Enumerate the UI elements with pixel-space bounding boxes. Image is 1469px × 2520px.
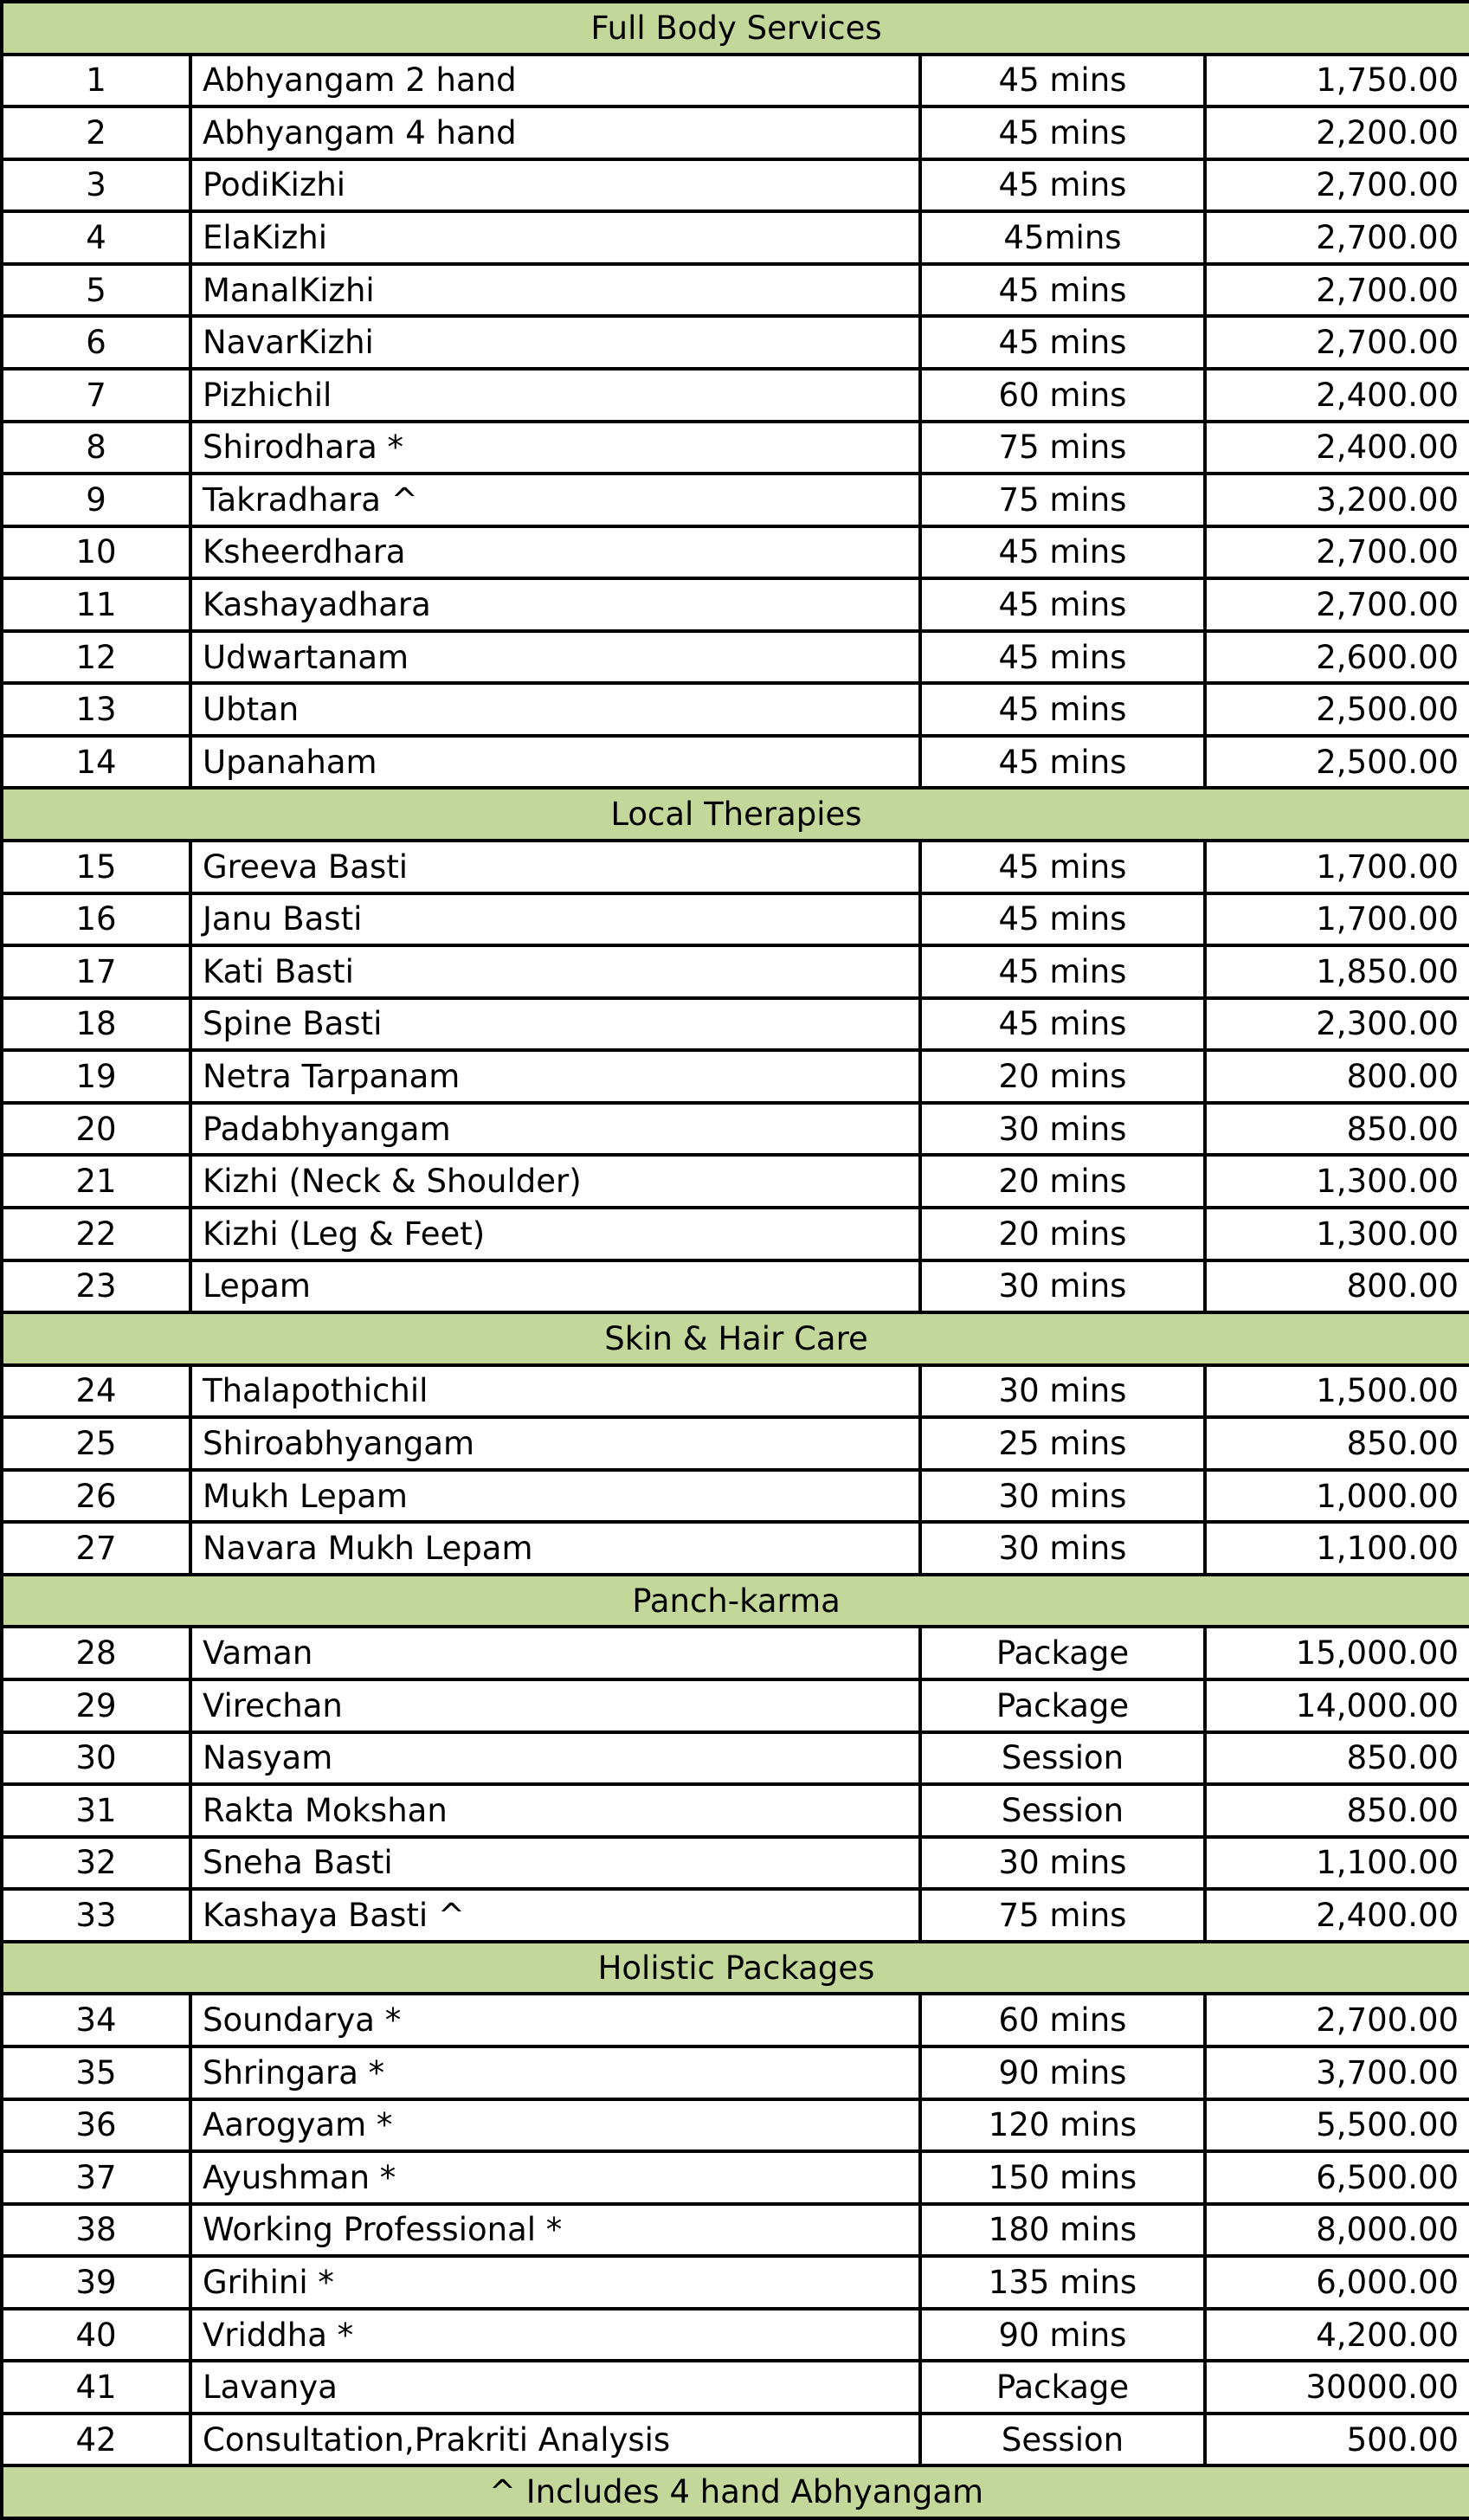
- table-row: [2, 1784, 1469, 1837]
- item-number-cell: 13: [2, 683, 190, 736]
- service-name-cell: Aarogyam *: [190, 2099, 920, 2152]
- price-cell: 2,700.00: [1205, 316, 1469, 369]
- table-row: [2, 945, 1469, 998]
- service-name-cell: Shringara *: [190, 2046, 920, 2099]
- duration-cell: 180 mins: [920, 2204, 1205, 2257]
- price-cell: 15,000.00: [1205, 1627, 1469, 1679]
- price-cell: 850.00: [1205, 1784, 1469, 1837]
- duration-cell: 45 mins: [920, 264, 1205, 317]
- price-cell: 3,700.00: [1205, 2046, 1469, 2099]
- duration-cell: 60 mins: [920, 1994, 1205, 2046]
- item-number-cell: 17: [2, 945, 190, 998]
- price-cell: 500.00: [1205, 2414, 1469, 2466]
- duration-cell: 90 mins: [920, 2309, 1205, 2362]
- table-row: [2, 159, 1469, 212]
- table-row: [2, 578, 1469, 631]
- service-name-cell: Vaman: [190, 1627, 920, 1679]
- item-number-cell: 38: [2, 2204, 190, 2257]
- table-row: [2, 1889, 1469, 1942]
- price-cell: 8,000.00: [1205, 2204, 1469, 2257]
- table-row: [2, 526, 1469, 579]
- section-title: Holistic Packages: [2, 1942, 1469, 1995]
- price-cell: 3,200.00: [1205, 474, 1469, 526]
- item-number-cell: 14: [2, 736, 190, 789]
- table-row: [2, 1103, 1469, 1156]
- duration-cell: 20 mins: [920, 1050, 1205, 1103]
- duration-cell: 45 mins: [920, 998, 1205, 1051]
- duration-cell: 45 mins: [920, 893, 1205, 946]
- service-name-cell: Kizhi (Leg & Feet): [190, 1208, 920, 1260]
- table-row: [2, 2151, 1469, 2204]
- item-number-cell: 25: [2, 1417, 190, 1470]
- duration-cell: 75 mins: [920, 474, 1205, 526]
- item-number-cell: 31: [2, 1784, 190, 1837]
- table-row: [2, 1260, 1469, 1313]
- item-number-cell: 41: [2, 2361, 190, 2414]
- table-row: [2, 893, 1469, 946]
- price-cell: 6,000.00: [1205, 2256, 1469, 2309]
- section-header-row: [2, 788, 1469, 841]
- price-cell: 1,850.00: [1205, 945, 1469, 998]
- table-row: [2, 1994, 1469, 2046]
- price-cell: 2,500.00: [1205, 736, 1469, 789]
- table-row: [2, 1470, 1469, 1523]
- item-number-cell: 24: [2, 1365, 190, 1418]
- section-title: Full Body Services: [2, 2, 1469, 55]
- service-name-cell: Shiroabhyangam: [190, 1417, 920, 1470]
- item-number-cell: 26: [2, 1470, 190, 1523]
- item-number-cell: 28: [2, 1627, 190, 1679]
- table-row: [2, 2046, 1469, 2099]
- duration-cell: 135 mins: [920, 2256, 1205, 2309]
- item-number-cell: 8: [2, 422, 190, 474]
- duration-cell: Session: [920, 1784, 1205, 1837]
- service-name-cell: Mukh Lepam: [190, 1470, 920, 1523]
- section-title: Skin & Hair Care: [2, 1312, 1469, 1365]
- duration-cell: 75 mins: [920, 422, 1205, 474]
- price-cell: 30000.00: [1205, 2361, 1469, 2414]
- service-name-cell: Kati Basti: [190, 945, 920, 998]
- service-name-cell: Pizhichil: [190, 369, 920, 422]
- item-number-cell: 15: [2, 841, 190, 893]
- price-cell: 2,600.00: [1205, 631, 1469, 684]
- item-number-cell: 7: [2, 369, 190, 422]
- price-cell: 800.00: [1205, 1260, 1469, 1313]
- item-number-cell: 2: [2, 106, 190, 159]
- service-name-cell: Lavanya: [190, 2361, 920, 2414]
- duration-cell: 20 mins: [920, 1155, 1205, 1208]
- duration-cell: 25 mins: [920, 1417, 1205, 1470]
- duration-cell: 30 mins: [920, 1365, 1205, 1418]
- table-row: [2, 211, 1469, 264]
- price-cell: 4,200.00: [1205, 2309, 1469, 2362]
- item-number-cell: 9: [2, 474, 190, 526]
- item-number-cell: 39: [2, 2256, 190, 2309]
- price-cell: 1,750.00: [1205, 55, 1469, 107]
- duration-cell: Session: [920, 2414, 1205, 2466]
- table-row: [2, 2204, 1469, 2257]
- section-header-row: [2, 2, 1469, 55]
- service-name-cell: Spine Basti: [190, 998, 920, 1051]
- item-number-cell: 19: [2, 1050, 190, 1103]
- footnote-row: [2, 2465, 1469, 2518]
- item-number-cell: 4: [2, 211, 190, 264]
- table-row: [2, 369, 1469, 422]
- duration-cell: 30 mins: [920, 1522, 1205, 1575]
- table-row: [2, 1208, 1469, 1260]
- price-cell: 14,000.00: [1205, 1679, 1469, 1732]
- item-number-cell: 32: [2, 1837, 190, 1890]
- service-name-cell: Abhyangam 4 hand: [190, 106, 920, 159]
- duration-cell: 75 mins: [920, 1889, 1205, 1942]
- price-cell: 2,400.00: [1205, 369, 1469, 422]
- duration-cell: Package: [920, 1627, 1205, 1679]
- item-number-cell: 35: [2, 2046, 190, 2099]
- section-header-row: [2, 1312, 1469, 1365]
- item-number-cell: 29: [2, 1679, 190, 1732]
- duration-cell: 60 mins: [920, 369, 1205, 422]
- service-name-cell: ElaKizhi: [190, 211, 920, 264]
- price-cell: 2,400.00: [1205, 422, 1469, 474]
- table-row: [2, 55, 1469, 107]
- price-cell: 2,700.00: [1205, 159, 1469, 212]
- duration-cell: 30 mins: [920, 1260, 1205, 1313]
- price-cell: 2,700.00: [1205, 264, 1469, 317]
- duration-cell: Session: [920, 1732, 1205, 1785]
- table-row: [2, 1679, 1469, 1732]
- section-header-row: [2, 1942, 1469, 1995]
- item-number-cell: 18: [2, 998, 190, 1051]
- service-name-cell: Thalapothichil: [190, 1365, 920, 1418]
- duration-cell: 45 mins: [920, 55, 1205, 107]
- item-number-cell: 3: [2, 159, 190, 212]
- price-list-body: [2, 2, 1469, 2518]
- service-name-cell: Soundarya *: [190, 1994, 920, 2046]
- service-name-cell: Greeva Basti: [190, 841, 920, 893]
- duration-cell: 45 mins: [920, 578, 1205, 631]
- price-cell: 1,300.00: [1205, 1155, 1469, 1208]
- duration-cell: 45 mins: [920, 526, 1205, 579]
- duration-cell: 45 mins: [920, 159, 1205, 212]
- table-row: [2, 631, 1469, 684]
- duration-cell: 30 mins: [920, 1470, 1205, 1523]
- section-header-row: [2, 1575, 1469, 1627]
- item-number-cell: 20: [2, 1103, 190, 1156]
- duration-cell: 45mins: [920, 211, 1205, 264]
- duration-cell: 20 mins: [920, 1208, 1205, 1260]
- table-row: [2, 683, 1469, 736]
- table-row: [2, 2361, 1469, 2414]
- item-number-cell: 37: [2, 2151, 190, 2204]
- service-name-cell: Kizhi (Neck & Shoulder): [190, 1155, 920, 1208]
- price-cell: 850.00: [1205, 1417, 1469, 1470]
- price-cell: 850.00: [1205, 1103, 1469, 1156]
- table-row: [2, 264, 1469, 317]
- item-number-cell: 5: [2, 264, 190, 317]
- price-cell: 800.00: [1205, 1050, 1469, 1103]
- item-number-cell: 40: [2, 2309, 190, 2362]
- table-row: [2, 736, 1469, 789]
- table-row: [2, 998, 1469, 1051]
- service-name-cell: NavarKizhi: [190, 316, 920, 369]
- duration-cell: 45 mins: [920, 316, 1205, 369]
- service-name-cell: Working Professional *: [190, 2204, 920, 2257]
- service-name-cell: Udwartanam: [190, 631, 920, 684]
- item-number-cell: 30: [2, 1732, 190, 1785]
- price-cell: 2,300.00: [1205, 998, 1469, 1051]
- table-row: [2, 2099, 1469, 2152]
- table-row: [2, 474, 1469, 526]
- service-name-cell: Vriddha *: [190, 2309, 920, 2362]
- footnote: ^ Includes 4 hand Abhyangam: [2, 2465, 1469, 2518]
- duration-cell: 30 mins: [920, 1103, 1205, 1156]
- service-name-cell: ManalKizhi: [190, 264, 920, 317]
- duration-cell: 45 mins: [920, 945, 1205, 998]
- service-name-cell: PodiKizhi: [190, 159, 920, 212]
- table-row: [2, 422, 1469, 474]
- service-name-cell: Takradhara ^: [190, 474, 920, 526]
- price-cell: 2,700.00: [1205, 526, 1469, 579]
- duration-cell: Package: [920, 2361, 1205, 2414]
- item-number-cell: 33: [2, 1889, 190, 1942]
- price-cell: 2,700.00: [1205, 1994, 1469, 2046]
- item-number-cell: 6: [2, 316, 190, 369]
- price-cell: 1,700.00: [1205, 841, 1469, 893]
- duration-cell: 90 mins: [920, 2046, 1205, 2099]
- price-cell: 1,100.00: [1205, 1522, 1469, 1575]
- table-row: [2, 1365, 1469, 1418]
- table-row: [2, 1627, 1469, 1679]
- duration-cell: 45 mins: [920, 106, 1205, 159]
- table-row: [2, 1732, 1469, 1785]
- service-name-cell: Kashayadhara: [190, 578, 920, 631]
- item-number-cell: 12: [2, 631, 190, 684]
- duration-cell: 45 mins: [920, 841, 1205, 893]
- service-name-cell: Ayushman *: [190, 2151, 920, 2204]
- table-row: [2, 1417, 1469, 1470]
- table-row: [2, 1155, 1469, 1208]
- item-number-cell: 22: [2, 1208, 190, 1260]
- service-name-cell: Grihini *: [190, 2256, 920, 2309]
- duration-cell: 120 mins: [920, 2099, 1205, 2152]
- service-name-cell: Upanaham: [190, 736, 920, 789]
- table-row: [2, 1837, 1469, 1890]
- price-cell: 2,200.00: [1205, 106, 1469, 159]
- section-title: Local Therapies: [2, 788, 1469, 841]
- item-number-cell: 42: [2, 2414, 190, 2466]
- service-name-cell: Padabhyangam: [190, 1103, 920, 1156]
- table-row: [2, 1050, 1469, 1103]
- table-row: [2, 1522, 1469, 1575]
- service-name-cell: Abhyangam 2 hand: [190, 55, 920, 107]
- service-name-cell: Janu Basti: [190, 893, 920, 946]
- price-cell: 1,700.00: [1205, 893, 1469, 946]
- service-name-cell: Lepam: [190, 1260, 920, 1313]
- price-cell: 2,500.00: [1205, 683, 1469, 736]
- item-number-cell: 36: [2, 2099, 190, 2152]
- price-cell: 1,300.00: [1205, 1208, 1469, 1260]
- table-row: [2, 841, 1469, 893]
- item-number-cell: 16: [2, 893, 190, 946]
- item-number-cell: 11: [2, 578, 190, 631]
- service-name-cell: Netra Tarpanam: [190, 1050, 920, 1103]
- duration-cell: 45 mins: [920, 631, 1205, 684]
- service-name-cell: Navara Mukh Lepam: [190, 1522, 920, 1575]
- service-name-cell: Ksheerdhara: [190, 526, 920, 579]
- price-cell: 2,700.00: [1205, 578, 1469, 631]
- item-number-cell: 23: [2, 1260, 190, 1313]
- service-name-cell: Ubtan: [190, 683, 920, 736]
- price-cell: 2,400.00: [1205, 1889, 1469, 1942]
- item-number-cell: 27: [2, 1522, 190, 1575]
- price-cell: 2,700.00: [1205, 211, 1469, 264]
- service-name-cell: Kashaya Basti ^: [190, 1889, 920, 1942]
- duration-cell: 45 mins: [920, 736, 1205, 789]
- table-row: [2, 316, 1469, 369]
- price-cell: 1,100.00: [1205, 1837, 1469, 1890]
- table-row: [2, 106, 1469, 159]
- price-cell: 5,500.00: [1205, 2099, 1469, 2152]
- service-name-cell: Rakta Mokshan: [190, 1784, 920, 1837]
- item-number-cell: 1: [2, 55, 190, 107]
- service-name-cell: Shirodhara *: [190, 422, 920, 474]
- service-name-cell: Virechan: [190, 1679, 920, 1732]
- service-name-cell: Sneha Basti: [190, 1837, 920, 1890]
- duration-cell: 150 mins: [920, 2151, 1205, 2204]
- price-cell: 6,500.00: [1205, 2151, 1469, 2204]
- item-number-cell: 10: [2, 526, 190, 579]
- price-cell: 1,500.00: [1205, 1365, 1469, 1418]
- price-cell: 850.00: [1205, 1732, 1469, 1785]
- duration-cell: 45 mins: [920, 683, 1205, 736]
- table-row: [2, 2256, 1469, 2309]
- section-title: Panch-karma: [2, 1575, 1469, 1627]
- table-row: [2, 2414, 1469, 2466]
- service-name-cell: Consultation,Prakriti Analysis: [190, 2414, 920, 2466]
- duration-cell: 30 mins: [920, 1837, 1205, 1890]
- service-name-cell: Nasyam: [190, 1732, 920, 1785]
- duration-cell: Package: [920, 1679, 1205, 1732]
- table-row: [2, 2309, 1469, 2362]
- price-cell: 1,000.00: [1205, 1470, 1469, 1523]
- item-number-cell: 21: [2, 1155, 190, 1208]
- item-number-cell: 34: [2, 1994, 190, 2046]
